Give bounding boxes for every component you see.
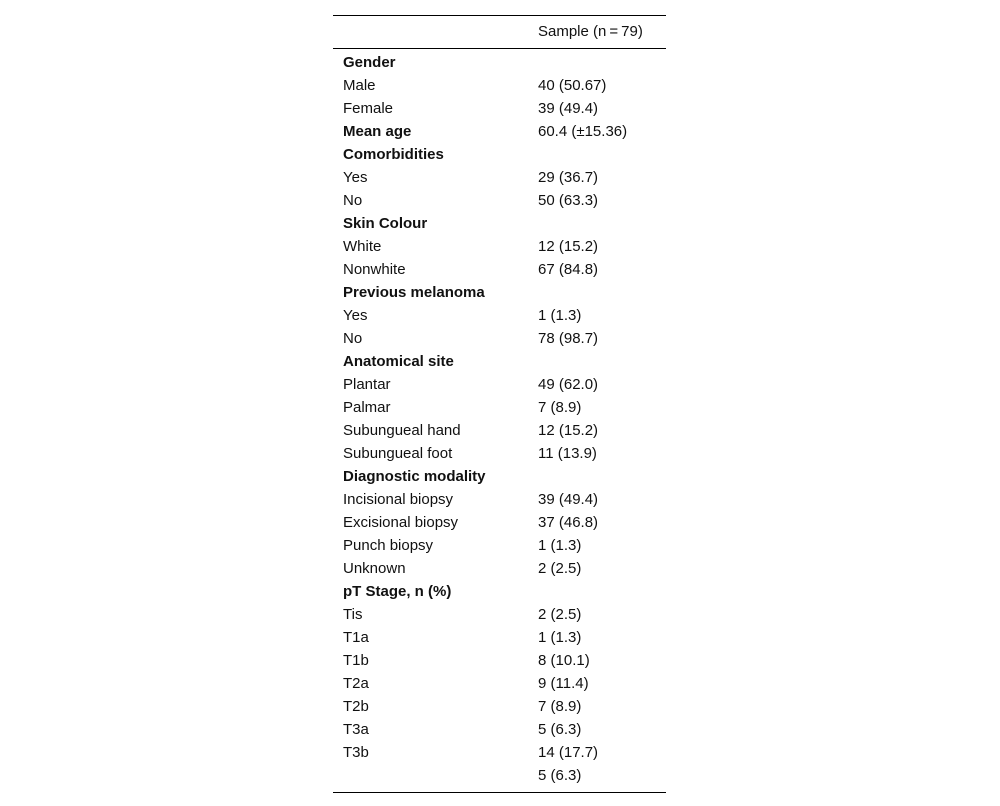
column-header-sample: Sample (n = 79) (538, 23, 643, 40)
row-label: T2a (343, 675, 369, 692)
section-row (333, 143, 666, 166)
row-value: 37 (46.8) (538, 514, 599, 531)
row-value: 39 (49.4) (538, 491, 599, 508)
row-label: Unknown (343, 560, 406, 577)
row-label: Nonwhite (343, 261, 406, 278)
row-label: Excisional biopsy (343, 514, 459, 531)
row-value: 5 (6.3) (538, 767, 582, 784)
section-row (333, 212, 666, 235)
row-label: Yes (343, 307, 368, 324)
row-label: No (343, 330, 363, 347)
section-heading: Mean age (343, 123, 412, 140)
table-row (333, 442, 666, 465)
row-value: 2 (2.5) (538, 560, 582, 577)
table-row (333, 718, 666, 741)
row-label: White (343, 238, 382, 255)
section-heading: Gender (343, 54, 396, 71)
section-heading: Diagnostic modality (343, 468, 486, 485)
row-value: 1 (1.3) (538, 537, 582, 554)
table-row (333, 166, 666, 189)
table-bottom-rule (333, 792, 666, 793)
section-heading: pT Stage, n (%) (343, 583, 452, 600)
row-label: Incisional biopsy (343, 491, 454, 508)
row-label: Punch biopsy (343, 537, 434, 554)
table-row (333, 419, 666, 442)
table-row (333, 97, 666, 120)
row-value: 60.4 (±15.36) (538, 123, 628, 140)
row-value: 1 (1.3) (538, 629, 582, 646)
table-row (333, 488, 666, 511)
row-label: T1a (343, 629, 369, 646)
row-label: Palmar (343, 399, 391, 416)
section-row (333, 281, 666, 304)
section-row (333, 465, 666, 488)
table-row (333, 603, 666, 626)
row-value: 7 (8.9) (538, 399, 582, 416)
section-heading: Previous melanoma (343, 284, 485, 301)
row-value: 12 (15.2) (538, 238, 599, 255)
table-row (333, 764, 666, 787)
row-value: 40 (50.67) (538, 77, 607, 94)
table-row (333, 74, 666, 97)
section-heading: Skin Colour (343, 215, 428, 232)
row-value: 2 (2.5) (538, 606, 582, 623)
table-row (333, 557, 666, 580)
table-row (333, 741, 666, 764)
table-row (333, 626, 666, 649)
row-label: No (343, 192, 363, 209)
row-label: T3a (343, 721, 369, 738)
row-label: Tis (343, 606, 363, 623)
row-value: 11 (13.9) (538, 445, 597, 462)
table-row (333, 258, 666, 281)
table-row (333, 534, 666, 557)
row-value: 78 (98.7) (538, 330, 599, 347)
row-label: Female (343, 100, 394, 117)
row-label: Subungueal foot (343, 445, 453, 462)
section-heading: Anatomical site (343, 353, 454, 370)
demographics-table (333, 15, 666, 793)
row-value: 49 (62.0) (538, 376, 599, 393)
row-value: 14 (17.7) (538, 744, 599, 761)
row-value: 39 (49.4) (538, 100, 599, 117)
row-value: 5 (6.3) (538, 721, 582, 738)
row-value: 8 (10.1) (538, 652, 590, 669)
table-row (333, 672, 666, 695)
row-value: 1 (1.3) (538, 307, 582, 324)
table-row (333, 189, 666, 212)
row-label: T1b (343, 652, 369, 669)
row-value: 7 (8.9) (538, 698, 582, 715)
table-row (333, 695, 666, 718)
row-label: T3b (343, 744, 369, 761)
table-row (333, 396, 666, 419)
table-row (333, 304, 666, 327)
row-value: 29 (36.7) (538, 169, 599, 186)
row-label: T2b (343, 698, 369, 715)
table-row (333, 373, 666, 396)
section-row (333, 120, 666, 143)
row-value: 12 (15.2) (538, 422, 599, 439)
row-label: Yes (343, 169, 368, 186)
row-value: 50 (63.3) (538, 192, 599, 209)
table-row (333, 327, 666, 350)
table-row (333, 649, 666, 672)
row-value: 9 (11.4) (538, 675, 589, 692)
table-row (333, 235, 666, 258)
section-row (333, 51, 666, 74)
table-row (333, 511, 666, 534)
row-value: 67 (84.8) (538, 261, 599, 278)
row-label: Plantar (343, 376, 391, 393)
table-body (333, 49, 666, 792)
section-heading: Comorbidities (343, 146, 444, 163)
row-label: Male (343, 77, 376, 94)
section-row (333, 350, 666, 373)
table-header-row (333, 16, 666, 48)
row-label: Subungueal hand (343, 422, 461, 439)
section-row (333, 580, 666, 603)
